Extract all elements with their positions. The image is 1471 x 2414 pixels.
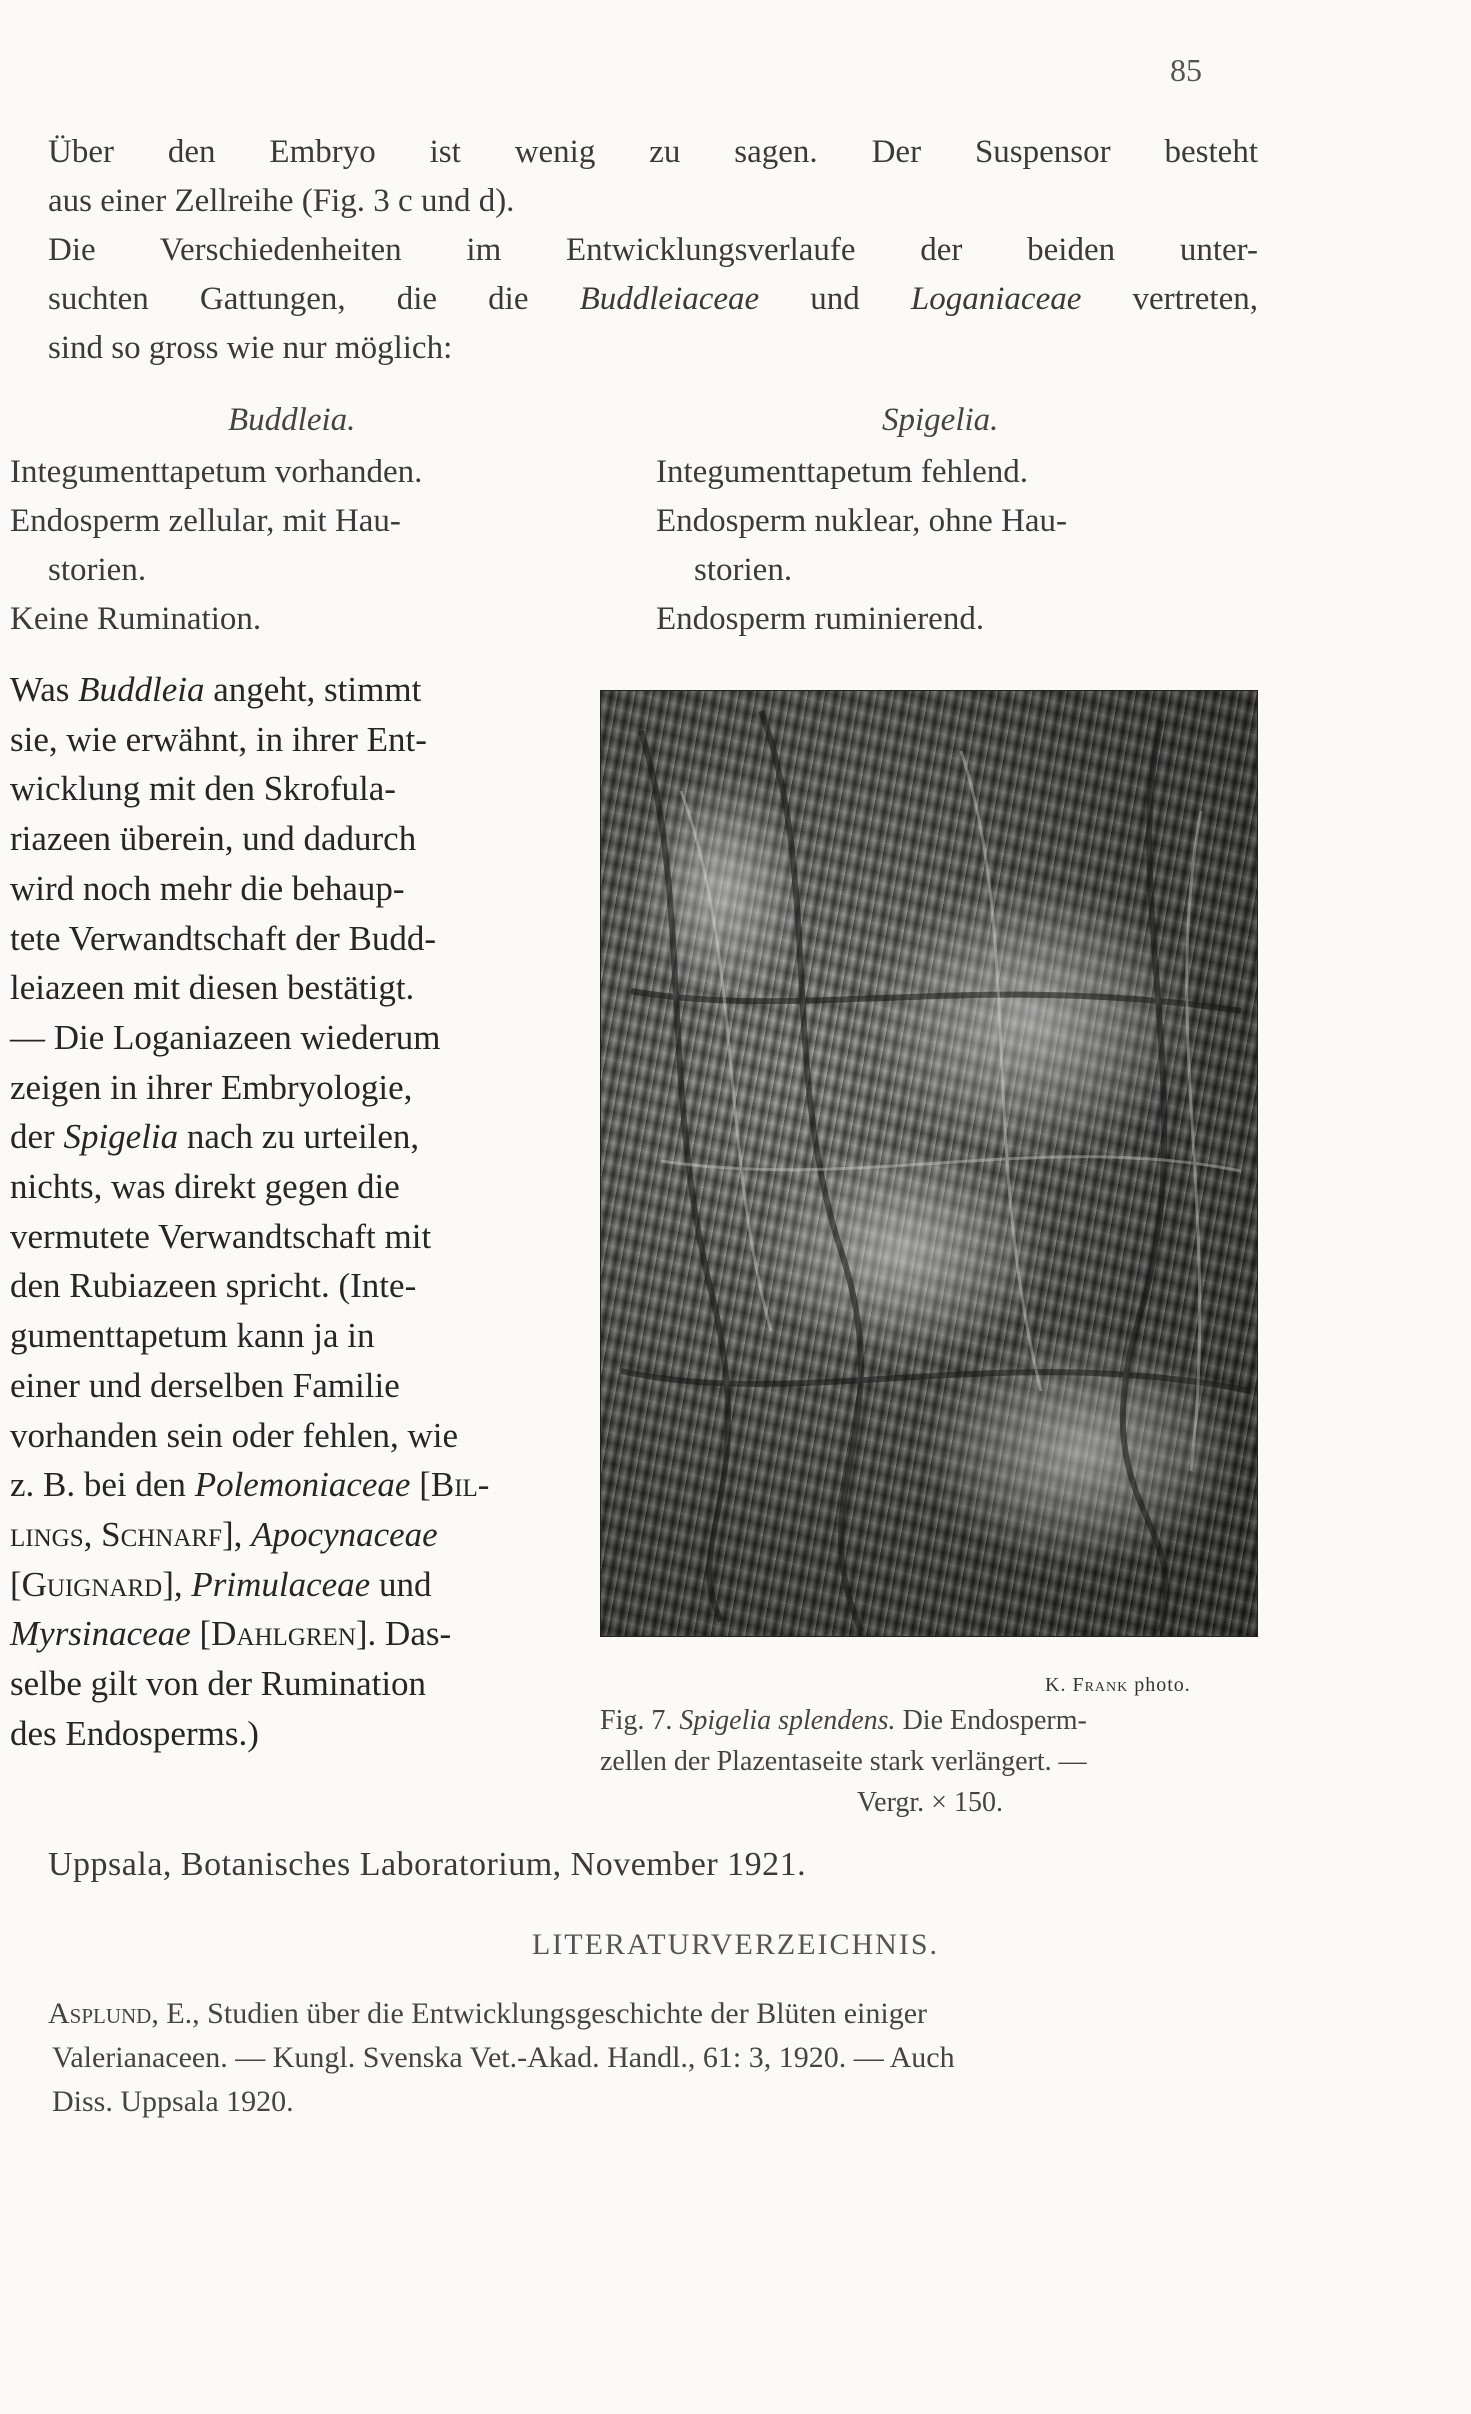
text-line: tete Verwandtschaft der Budd-	[10, 918, 437, 958]
bibliography-entry	[48, 1992, 1268, 2124]
text-line: der Spigelia nach zu urteilen,	[10, 1117, 420, 1157]
place-date: Uppsala, Botanisches Laboratorium, November 1921.	[48, 1846, 807, 1883]
caption-line: Fig. 7. Spigelia splendens. Die Endosperm-	[600, 1705, 1087, 1736]
text-line: sie, wie erwähnt, in ihrer Ent-	[10, 719, 427, 759]
text-line: gumenttapetum kann ja in	[10, 1316, 375, 1356]
micrograph-figure	[600, 690, 1258, 1637]
text-line: einer und derselben Familie	[10, 1365, 400, 1405]
text-line: suchten Gattungen, die die Buddleiaceae und Loganiaceae vertreten,	[48, 281, 1258, 317]
text-line: aus einer Zellreihe (Fig. 3 c und d).	[48, 183, 515, 219]
caption-line: Vergr. × 150.	[857, 1787, 1003, 1818]
text-line: leiazeen mit diesen bestätigt.	[10, 968, 415, 1008]
buddleia-heading: Buddleia.	[228, 402, 356, 438]
text-line: den Rubiazeen spricht. (Inte-	[10, 1266, 417, 1306]
text-line: nichts, was direkt gegen die	[10, 1167, 400, 1207]
text-line: vorhanden sein oder fehlen, wie	[10, 1415, 459, 1455]
figure-caption	[600, 1700, 1260, 1823]
bibliography-line: Asplund, E., Studien über die Entwicklungsgeschichte der Blüten einiger	[48, 1997, 927, 2030]
text-line: vermutete Verwandtschaft mit	[10, 1216, 432, 1256]
bibliography-heading: LITERATURVERZEICHNIS.	[531, 1928, 940, 1961]
comparison-line: storien.	[48, 552, 147, 588]
text-line: Die Verschiedenheiten im Entwicklungsverlaufe der beiden unter-	[48, 232, 1258, 268]
intro-paragraph	[48, 128, 1258, 373]
text-line: Myrsinaceae [Dahlgren]. Das-	[10, 1614, 452, 1654]
spigelia-heading: Spigelia.	[882, 402, 999, 438]
text-line: Was Buddleia angeht, stimmt	[10, 670, 422, 709]
text-line: wicklung mit den Skrofula-	[10, 769, 396, 809]
text-line: lings, Schnarf], Apocynaceae	[10, 1514, 438, 1554]
text-line: zeigen in ihrer Embryologie,	[10, 1067, 413, 1107]
micrograph-texture	[601, 691, 1257, 1636]
buddleia-column	[10, 448, 422, 644]
text-line: — Die Loganiazeen wiederum	[10, 1017, 441, 1057]
spigelia-column	[656, 448, 1067, 644]
text-line: z. B. bei den Polemoniaceae [Bil-	[10, 1465, 490, 1505]
bibliography-line: Valerianaceen. — Kungl. Svenska Vet.-Akad. Handl., 61: 3, 1920. — Auch	[52, 2041, 955, 2074]
text-line: selbe gilt von der Rumination	[10, 1664, 427, 1704]
text-line: [Guignard], Primulaceae und	[10, 1564, 432, 1604]
caption-line: zellen der Plazentaseite stark verlängert. —	[600, 1746, 1087, 1777]
comparison-line: storien.	[694, 552, 793, 588]
page-number: 85	[1170, 52, 1202, 88]
text-line: riazeen überein, und dadurch	[10, 819, 417, 859]
comparison-line: Integumenttapetum vorhanden.	[10, 454, 423, 490]
taxon-name: Buddleiaceae	[579, 281, 760, 317]
photo-credit: K. Frank photo.	[1045, 1674, 1191, 1696]
text-line: wird noch mehr die behaup-	[10, 868, 405, 908]
comparison-line: Endosperm nuklear, ohne Hau-	[656, 503, 1068, 539]
comparison-line: Endosperm zellular, mit Hau-	[10, 503, 401, 539]
taxon-name: Loganiaceae	[910, 281, 1082, 317]
text-line: Über den Embryo ist wenig zu sagen. Der Suspensor besteht	[48, 134, 1258, 170]
text-line: des Endosperms.)	[10, 1713, 259, 1753]
discussion-paragraph	[10, 665, 566, 1758]
text-line: sind so gross wie nur möglich:	[48, 330, 453, 366]
comparison-line: Endosperm ruminierend.	[656, 601, 985, 637]
comparison-line: Integumenttapetum fehlend.	[656, 454, 1029, 490]
bibliography-line: Diss. Uppsala 1920.	[52, 2085, 294, 2118]
comparison-line: Keine Rumination.	[10, 601, 262, 637]
